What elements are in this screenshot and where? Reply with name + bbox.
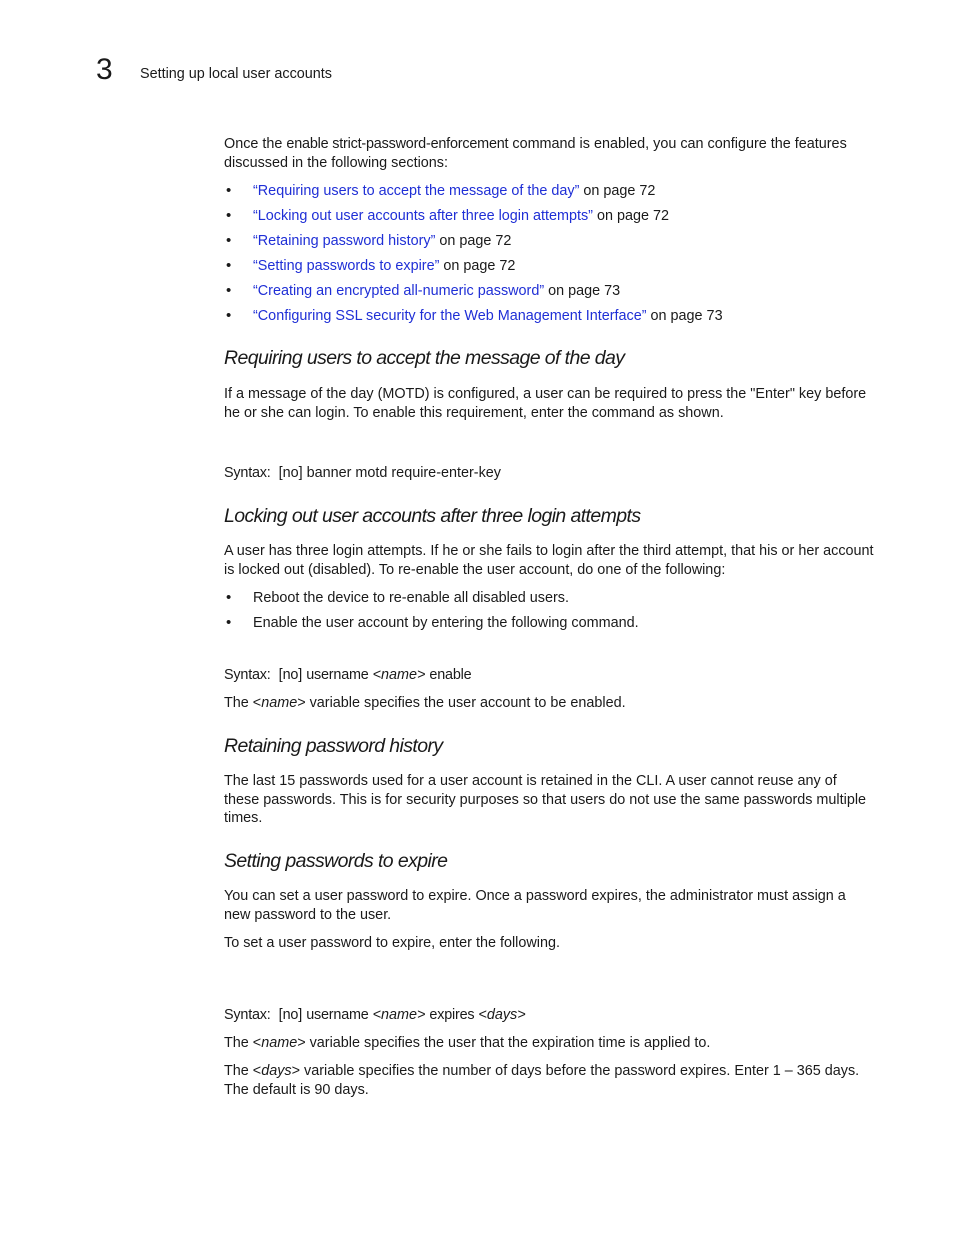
heading-require-motd: Requiring users to accept the message of the day [224,347,625,369]
syntax-variable-days: <days> [478,1007,526,1023]
motd-syntax [224,464,874,482]
lockout-body: A user has three login attempts. If he or she fails to login after the third attempt, that his or her account is locked out (disabled). To re-enable the user account, do one of the following: [224,543,874,578]
syntax-text: [no] banner motd require-enter-key [278,465,501,481]
list-item [224,307,874,332]
section-link[interactable]: “Requiring users to accept the message of the day” [253,183,580,199]
history-body-block [224,772,874,828]
page-ref: on page 73 [646,308,723,324]
lockout-syntax [224,666,874,684]
page-ref: on page 73 [544,283,621,299]
var-desc-post: > variable specifies the user that the expiration time is applied to. [297,1035,711,1051]
var-desc-var: name [261,695,298,711]
lockout-bullet-list [224,589,874,639]
syntax-variable-name: <name> [372,1007,426,1023]
page-ref: on page 72 [592,208,669,224]
section-link[interactable]: “Configuring SSL security for the Web Management Interface” [253,308,647,324]
syntax-label: Syntax: [224,667,271,683]
syntax-no: no [282,667,299,683]
syntax-label: Syntax: [224,465,271,481]
page-ref: on page 72 [435,233,512,249]
list-item [224,232,874,257]
expire-body-2: To set a user password to expire, enter the following. [224,935,560,951]
syntax-command: username [306,1007,369,1023]
running-title: Setting up local user accounts [140,66,332,82]
chapter-number: 3 [96,53,113,86]
section-link[interactable]: “Setting passwords to expire” [253,258,440,274]
section-link-list [224,182,874,332]
syntax-bracket-open: [ [278,1007,283,1023]
syntax-no: no [282,1007,299,1023]
motd-body: If a message of the day (MOTD) is configured, a user can be required to press the "Enter" key before he or she can login. To enable this requirement, enter the command as shown. [224,386,867,421]
var-desc-pre: The < [224,1063,262,1079]
page-ref: on page 72 [579,183,656,199]
var-desc-post: > variable specifies the number of days before the password expires. Enter 1 – 365 days. The default is 90 days. [224,1063,860,1098]
list-item: • Reboot the device to re-enable all disabled users. [224,589,874,614]
section-link[interactable]: “Retaining password history” [253,233,436,249]
syntax-bracket-close: ] [298,667,307,683]
history-body: The last 15 passwords used for a user account is retained in the CLI. A user cannot reuse any of these passwords. This is for security purposes so that users do not use the same passwords multiple times. [224,773,867,826]
motd-body-block [224,385,874,422]
heading-password-history: Retaining password history [224,735,443,757]
var-desc-pre: The < [224,695,262,711]
var-desc-var: name [261,1035,298,1051]
expire-body-1: You can set a user password to expire. Once a password expires, the administrator must assign a new password to the user. [224,888,846,923]
expire-var-desc-1 [224,1034,874,1053]
section-link[interactable]: “Locking out user accounts after three login attempts” [253,208,593,224]
expire-body-block [224,887,874,924]
lockout-var-desc [224,694,874,713]
lockout-body-block [224,542,874,579]
section-link[interactable]: “Creating an encrypted all-numeric password” [253,283,545,299]
expire-body-block-2 [224,934,874,953]
list-item [224,257,874,282]
list-item: • Enable the user account by entering the following command. [224,614,874,639]
syntax-keyword: enable [429,667,472,683]
expire-var-desc-2 [224,1062,874,1099]
syntax-command: username [306,667,369,683]
list-item [224,182,874,207]
page-ref: on page 72 [439,258,516,274]
syntax-variable: <name> [372,667,426,683]
list-item [224,282,874,307]
var-desc-post: > variable specifies the user account to be enabled. [297,695,626,711]
intro-text-before: Once the [224,136,287,152]
heading-lockout: Locking out user accounts after three login attempts [224,505,641,527]
intro-text-after: command is enabled, you can configure the features discussed in the following sections: [224,136,847,171]
intro-command: enable strict-password-enforcement [286,136,509,152]
syntax-bracket-open: [ [278,667,283,683]
syntax-label: Syntax: [224,1007,271,1023]
intro-paragraph [224,135,874,172]
expire-syntax [224,1006,874,1024]
syntax-keyword: expires [429,1007,475,1023]
syntax-bracket-close: ] [298,1007,307,1023]
heading-password-expire: Setting passwords to expire [224,850,448,872]
list-item [224,207,874,232]
var-desc-var: days [261,1063,292,1079]
var-desc-pre: The < [224,1035,262,1051]
